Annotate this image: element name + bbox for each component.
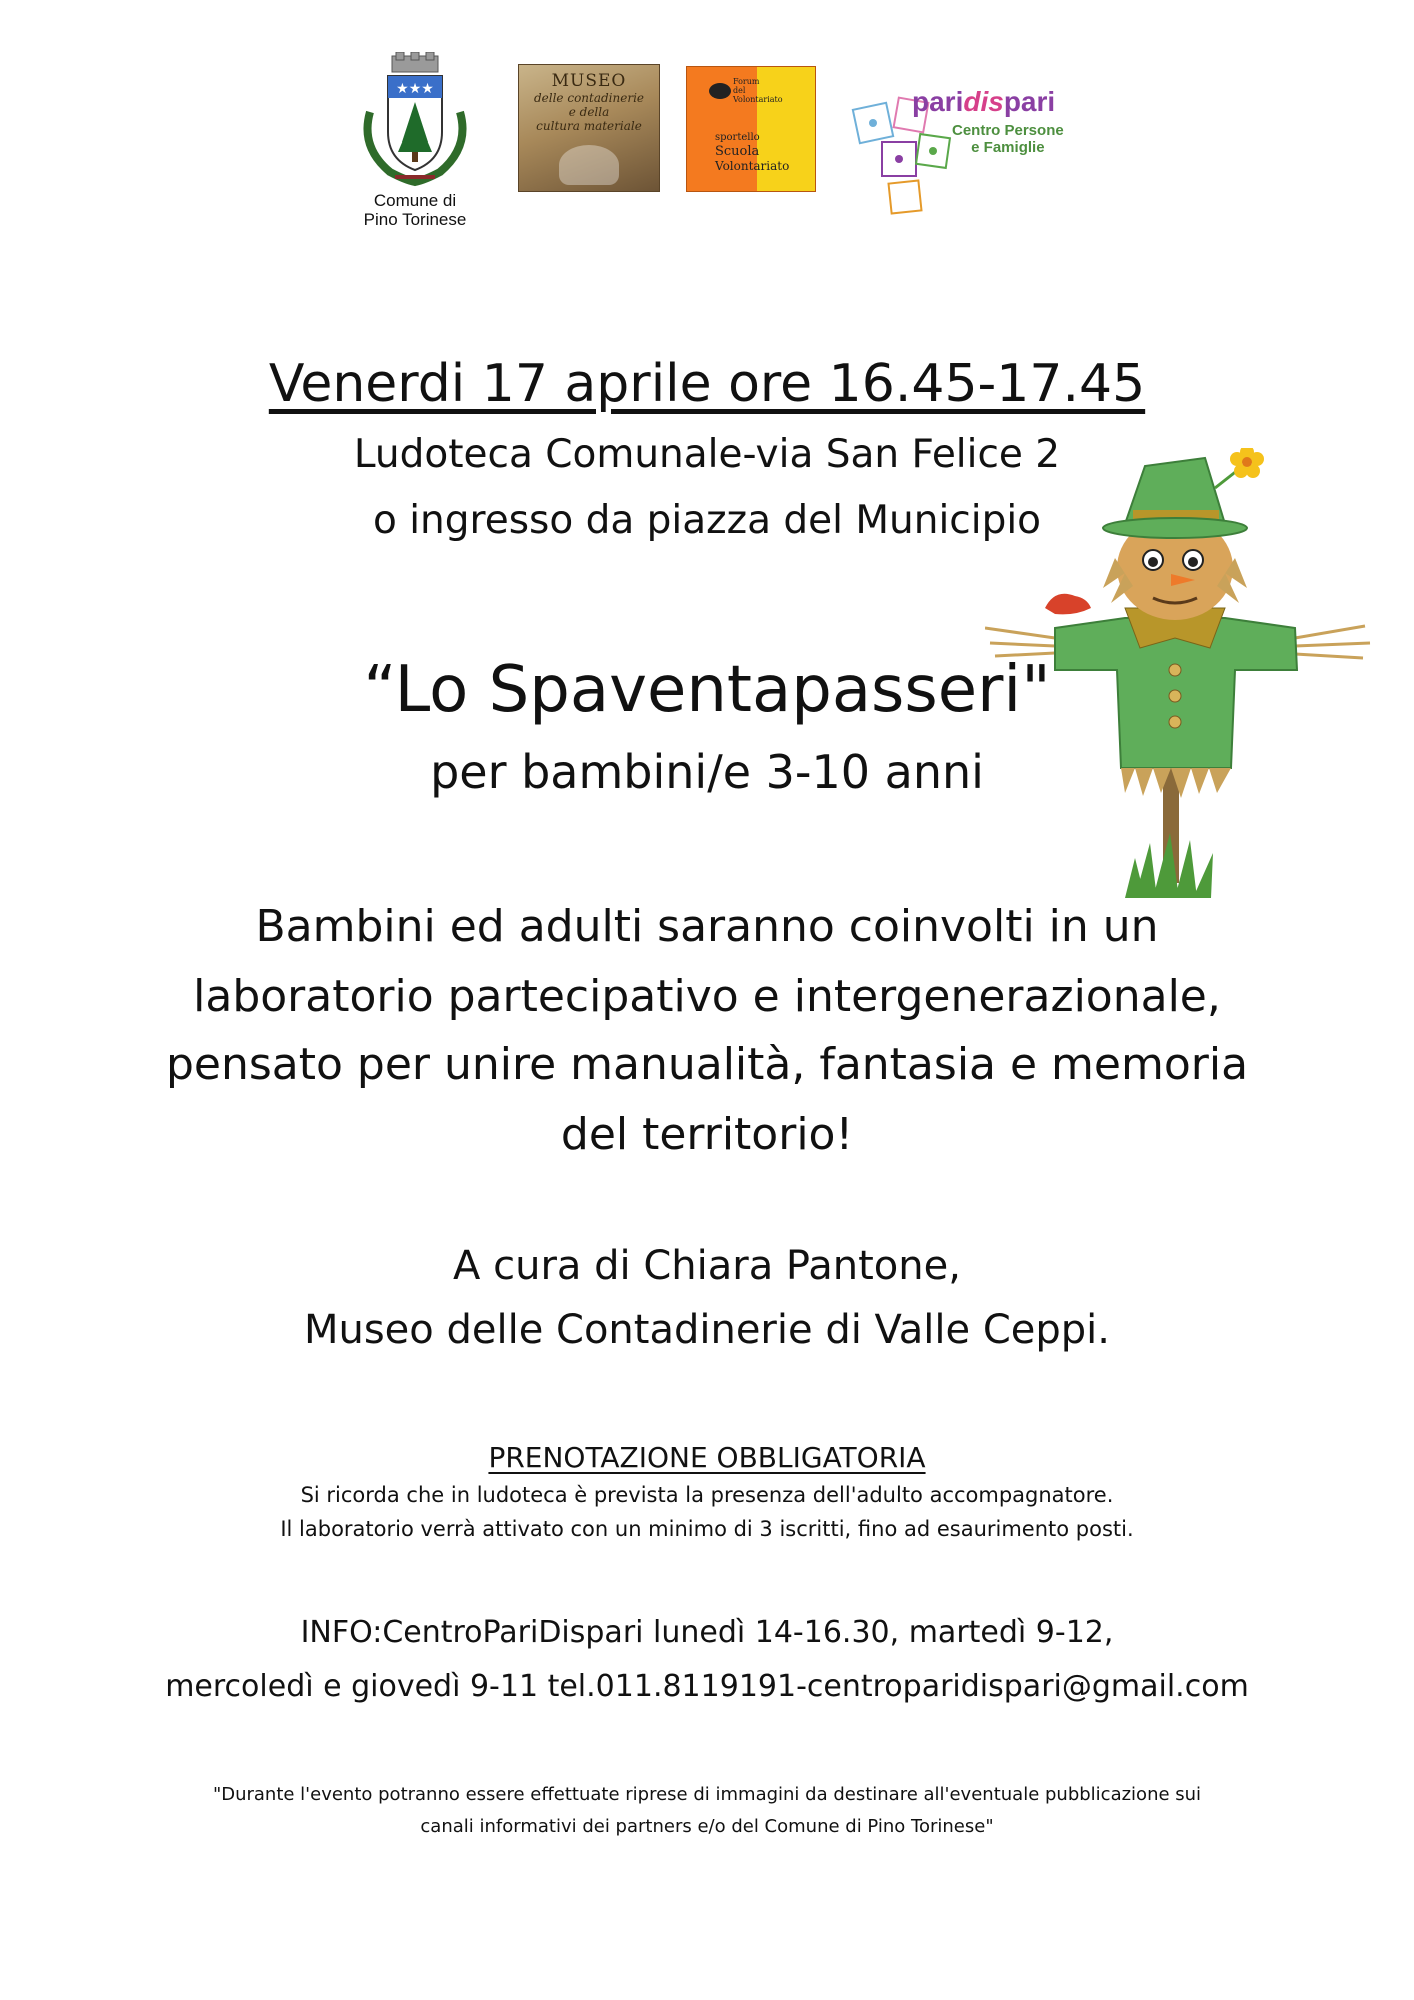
event-location-line2: o ingresso da piazza del Municipio (372, 498, 1042, 543)
event-description-line3: pensato per unire manualità, fantasia e memoria (165, 1039, 1249, 1090)
curator-line2: Museo delle Contadinerie di Valle Ceppi. (303, 1307, 1111, 1353)
disclaimer-line2: canali informativi dei partners e/o del Comune di Pino Torinese" (420, 1816, 994, 1837)
booking-heading (0, 1440, 1414, 1476)
event-title: “Lo Spaventapasseri" (363, 653, 1051, 727)
volontariato-line1: Scuola (715, 144, 760, 159)
paridispari-subtitle: Centro Persone e Famiglie (952, 122, 1064, 156)
coat-of-arms-icon (350, 52, 480, 187)
event-location-line1: Ludoteca Comunale-via San Felice 2 (353, 432, 1061, 477)
logo-volontariato (686, 66, 816, 192)
volontariato-top3: Volontariato (733, 95, 783, 104)
museo-line2: e della (568, 105, 610, 119)
disclaimer-line1: "Durante l'evento potranno essere effettuate riprese di immagini da destinare all'eventuale pubblicazione sui (212, 1784, 1202, 1805)
event-description-line2: laboratorio partecipativo e intergenerazionale, (193, 971, 1221, 1022)
info-line1: INFO:CentroPariDispari lunedì 14-16.30, martedì 9-12, (300, 1615, 1114, 1650)
logo-paridispari (846, 66, 1076, 211)
event-audience: per bambini/e 3-10 anni (430, 745, 984, 799)
volontariato-small: sportello (715, 132, 760, 143)
museo-line3: cultura materiale (536, 119, 642, 133)
museo-title: MUSEO (551, 71, 627, 91)
svg-text:★★★: ★★★ (396, 81, 434, 97)
paridispari-wordmark: paridispari (912, 86, 1056, 117)
volontariato-line2: Volontariato (715, 159, 790, 173)
volontariato-top1: Forum (733, 77, 760, 86)
info-line2: mercoledì e giovedì 9-11 tel.011.8119191-centroparidispari@gmail.com (165, 1669, 1249, 1704)
event-description-line1: Bambini ed adulti saranno coinvolti in un (255, 901, 1159, 952)
booking-note1: Si ricorda che in ludoteca è prevista la presenza dell'adulto accompagnatore. (300, 1483, 1114, 1507)
event-description-line4: del territorio! (560, 1109, 854, 1160)
logo-comune (350, 52, 480, 232)
museo-photo-shape (559, 145, 619, 185)
logo-museo (518, 64, 660, 192)
volontariato-top2: del (733, 86, 746, 95)
museo-line1: delle contadinerie (533, 91, 645, 105)
curator-line1: A cura di Chiara Pantone, (453, 1243, 961, 1289)
booking-heading-text: PRENOTAZIONE OBBLIGATORIA (488, 1441, 926, 1474)
booking-note2: Il laboratorio verrà attivato con un minimo di 3 iscritti, fino ad esaurimento posti. (280, 1517, 1134, 1541)
comune-label: Comune di Pino Torinese (363, 191, 467, 229)
event-datetime: Venerdi 17 aprile ore 16.45-17.45 (268, 354, 1146, 414)
